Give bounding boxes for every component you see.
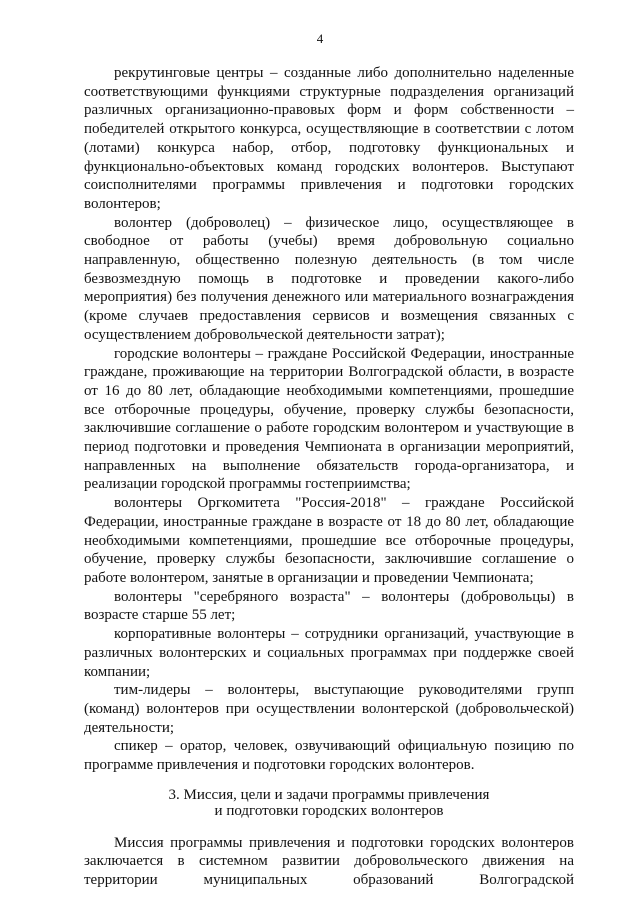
- definition-team-leaders: тим-лидеры – волонтеры, выступающие руководителями групп (команд) волонтеров при осуществлении волонтерской (добровольческой) деятельности;: [84, 682, 574, 736]
- definition-recruiting-centers: рекрутинговые центры – созданные либо дополнительно наделенные соответствующими функциями структурные подразделения организаций различных организационно-правовых форм и форм собственности – победителей открытого конкурса, осуществляющие в соответствии с лотом (лотами) конкурса набор, отбор, подготовку функциональных и функционально-объектовых команд городских волонтеров. Выступают соисполнителями программы привлечения и подготовки городских волонтеров;: [84, 65, 574, 212]
- section-heading-line-1: 3. Миссия, цели и задачи программы привлечения: [168, 786, 490, 803]
- definition-corporate-volunteers: корпоративные волонтеры – сотрудники организаций, участвующие в различных волонтерских и социальных программах при поддержке своей компании;: [84, 626, 574, 680]
- definition-silver-age-volunteers: волонтеры "серебряного возраста" – волонтеры (добровольцы) в возрасте старше 55 лет;: [84, 588, 574, 624]
- document-body: [84, 64, 574, 890]
- page-number: 4: [316, 31, 324, 46]
- definition-orgcommittee-volunteers: волонтеры Оргкомитета "Россия-2018" – граждане Российской Федерации, иностранные граждане в возрасте от 18 до 80 лет, обладающие необходимыми компетенциями, прошедшие все отборочные процедуры, обучение, проверку службы безопасности, заключившие соглашение о работе волонтером, занятые в организации и проведении Чемпионата;: [84, 495, 574, 586]
- definition-city-volunteers: городские волонтеры – граждане Российской Федерации, иностранные граждане, проживающие на территории Волгоградской области, в возрасте от 16 до 80 лет, обладающие необходимыми компетенциями, прошедшие все отборочные процедуры, обучение, проверку службы безопасности, заключившие соглашение о работе городским волонтером и участвующие в период подготовки и проведения Чемпионата в организации мероприятий, направленных на выполнение обязательств города-организатора, и реализации городской программы гостеприимства;: [84, 345, 574, 493]
- definition-volunteer: волонтер (доброволец) – физическое лицо, осуществляющее в свободное от работы (учебы) время добровольную социально направленную, общественно полезную деятельность (в том числе безвозмездную помощь в подготовке и проведении какого-либо мероприятия) без получения денежного или материального вознаграждения (кроме случаев предоставления сервисов и возмещения связанных с осуществлением добровольческой деятельности затрат);: [84, 214, 574, 343]
- definition-speaker: спикер – оратор, человек, озвучивающий официальную позицию по программе привлечения и подготовки городских волонтеров.: [84, 738, 574, 774]
- mission-paragraph: Миссия программы привлечения и подготовки городских волонтеров заключается в системном развитии добровольческого движения на территории муниципальных образований Волгоградской: [84, 834, 574, 889]
- section-heading-line-2: и подготовки городских волонтеров: [214, 803, 444, 820]
- section-heading: [84, 787, 574, 820]
